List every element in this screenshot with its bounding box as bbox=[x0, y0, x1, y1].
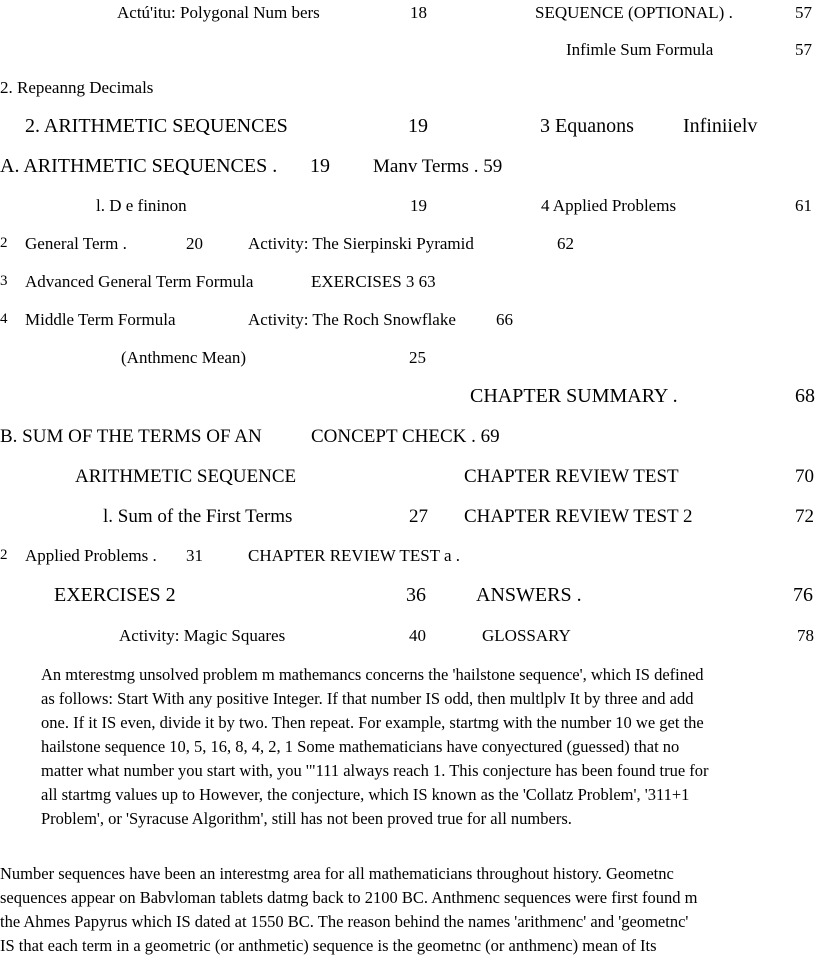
toc-heading: CHAPTER SUMMARY . bbox=[470, 385, 678, 407]
toc-page-number: 76 bbox=[793, 584, 813, 606]
paragraph-line: sequences appear on Babvloman tablets datmg back to 2100 BC. Anthmenc sequences were first found m bbox=[0, 888, 698, 907]
toc-page-number: 57 bbox=[795, 40, 812, 59]
toc-entry: l. D e fininon bbox=[96, 196, 187, 215]
toc-page-number: 18 bbox=[410, 3, 427, 22]
paragraph-line: as follows: Start With any positive Integer. If that number IS odd, then multlplv It by three and add bbox=[41, 689, 694, 708]
toc-page-number: 78 bbox=[797, 626, 814, 645]
paragraph-line: Problem', or 'Syracuse Algorithm', still has not been proved true for all numbers. bbox=[41, 809, 572, 828]
paragraph-line: Number sequences have been an interestmg area for all mathematicians throughout history. Geometnc bbox=[0, 864, 674, 883]
toc-page-number: 27 bbox=[409, 506, 428, 527]
toc-item-number: 2 bbox=[0, 235, 8, 251]
toc-entry: CHAPTER REVIEW TEST a . bbox=[248, 546, 461, 565]
paragraph-line: An mterestmg unsolved problem m mathemancs concerns the 'hailstone sequence', which IS defined bbox=[41, 665, 704, 684]
hailstone-paragraph bbox=[41, 663, 816, 831]
toc-page-number: 19 bbox=[310, 155, 330, 177]
toc-heading: 3 Equanons bbox=[540, 115, 634, 137]
paragraph-line: matter what number you start with, you '"111 always reach 1. This conjecture has been found true for bbox=[41, 761, 709, 780]
history-paragraph bbox=[0, 862, 816, 958]
toc-heading: CHAPTER REVIEW TEST 2 bbox=[464, 506, 693, 527]
toc-heading: CHAPTER REVIEW TEST bbox=[464, 466, 679, 487]
toc-heading: ANSWERS . bbox=[476, 584, 582, 606]
toc-page-number: 19 bbox=[408, 115, 428, 137]
toc-page-number: 68 bbox=[795, 385, 815, 407]
toc-heading: A. ARITHMETIC SEQUENCES . bbox=[0, 155, 278, 177]
toc-entry: Activity: Magic Squares bbox=[119, 626, 286, 645]
paragraph-line: the Ahmes Papyrus which IS dated at 1550 BC. The reason behind the names 'arithmenc' and 'geometnc' bbox=[0, 912, 689, 931]
toc-heading: Infiniielv bbox=[683, 115, 758, 137]
toc-item-number: 3 bbox=[0, 273, 8, 289]
toc-entry: EXERCISES 3 63 bbox=[311, 272, 436, 291]
toc-page-number: 31 bbox=[186, 546, 203, 565]
toc-page-number: 70 bbox=[795, 466, 814, 487]
toc-heading: ARITHMETIC SEQUENCE bbox=[75, 466, 297, 487]
toc-entry: Manv Terms . 59 bbox=[373, 156, 503, 177]
paragraph-line: IS that each term in a geometric (or anthmetic) sequence is the geometnc (or anthmenc) mean of Its bbox=[0, 936, 657, 955]
toc-page-number: 36 bbox=[406, 584, 426, 606]
toc-page-number: 20 bbox=[186, 234, 203, 253]
toc-entry: l. Sum of the First Terms bbox=[103, 506, 293, 527]
toc-page-number: 66 bbox=[496, 310, 513, 329]
toc-entry: 2. Repeanng Decimals bbox=[0, 78, 154, 97]
toc-entry: Activity: The Roch Snowflake bbox=[248, 310, 456, 329]
toc-entry: Activity: The Sierpinski Pyramid bbox=[248, 234, 474, 253]
toc-entry: General Term . bbox=[25, 234, 127, 253]
toc-heading: CONCEPT CHECK . 69 bbox=[311, 426, 500, 447]
toc-entry: (Anthmenc Mean) bbox=[121, 348, 247, 367]
toc-entry: Actú'itu: Polygonal Num bers bbox=[117, 3, 320, 22]
toc-entry: Applied Problems . bbox=[25, 546, 157, 565]
toc-page-number: 40 bbox=[409, 626, 426, 645]
toc-page-number: 57 bbox=[795, 3, 812, 22]
toc-page-number: 25 bbox=[409, 348, 426, 367]
toc-heading: EXERCISES 2 bbox=[54, 584, 176, 606]
toc-entry: 4 Applied Problems bbox=[541, 196, 677, 215]
toc-entry: Middle Term Formula bbox=[25, 310, 176, 329]
toc-heading: 2. ARITHMETIC SEQUENCES bbox=[25, 115, 288, 137]
toc-page-number: 19 bbox=[410, 196, 427, 215]
toc-item-number: 2 bbox=[0, 547, 8, 563]
toc-page-number: 72 bbox=[795, 506, 814, 527]
toc-page-number: 61 bbox=[795, 196, 812, 215]
toc-item-number: 4 bbox=[0, 311, 8, 327]
toc-entry: SEQUENCE (OPTIONAL) . bbox=[535, 3, 733, 22]
toc-entry: Infimle Sum Formula bbox=[566, 40, 714, 59]
toc-page-number: 62 bbox=[557, 234, 574, 253]
toc-heading: B. SUM OF THE TERMS OF AN bbox=[0, 426, 262, 447]
paragraph-line: hailstone sequence 10, 5, 16, 8, 4, 2, 1 Some mathematicians have conyectured (guessed) that no bbox=[41, 737, 680, 756]
toc-entry: GLOSSARY bbox=[482, 626, 571, 645]
paragraph-line: all startmg values up to However, the conjecture, which IS known as the 'Collatz Problem', '311+1 bbox=[41, 785, 690, 804]
toc-entry: Advanced General Term Formula bbox=[25, 272, 254, 291]
paragraph-line: one. If it IS even, divide it by two. Then repeat. For example, startmg with the number 10 we get the bbox=[41, 713, 704, 732]
